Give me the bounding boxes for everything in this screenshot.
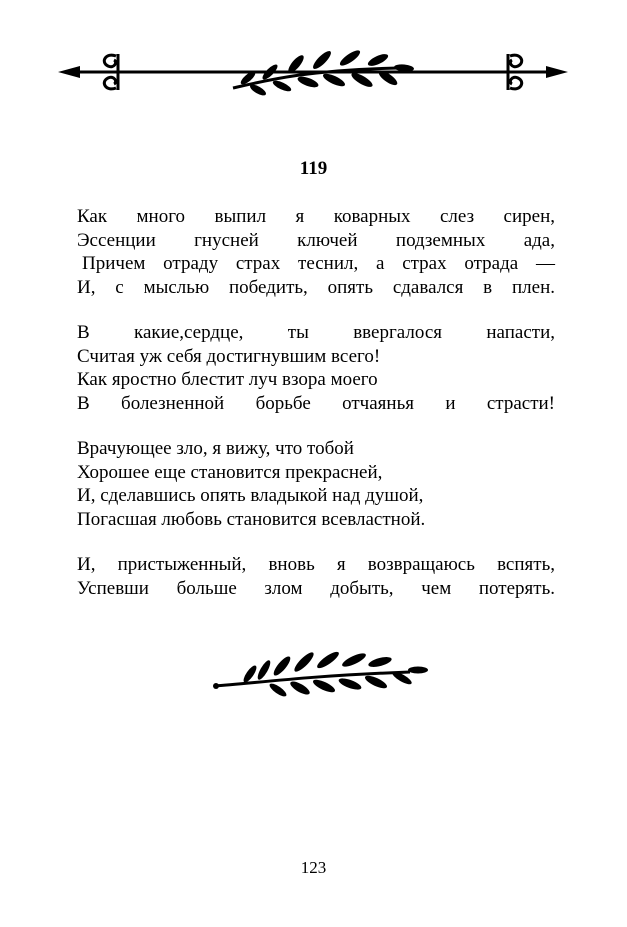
page-number: 123	[300, 858, 327, 877]
poem-line: И, сделавшись опять владыкой над душой,	[77, 485, 424, 506]
laurel-branch-icon	[210, 646, 430, 698]
poem-line: Считая уж себя достигнувшим всего!	[77, 345, 381, 367]
poem-line: Успевши больше злом добыть, чем потерять.	[77, 577, 555, 599]
poem-line: И, пристыженный, вновь я возвращаюсь вспять,	[77, 554, 555, 575]
poem-line: Хорошее еще становится прекрасней,	[77, 461, 383, 483]
poem-line: И, с мыслью победить, опять сдавался в плен.	[77, 276, 555, 298]
poem-line: Причем отраду страх теснил, а страх отрада —	[82, 253, 555, 274]
poem-body	[77, 205, 555, 622]
stanza-3	[77, 437, 555, 531]
stanza-1	[77, 205, 555, 299]
poem-line: В какие,сердце, ты ввергалося напасти,	[77, 322, 555, 343]
laurel-divider-icon	[58, 44, 568, 104]
poem-line: Погасшая любовь становится всевластной.	[77, 508, 426, 530]
poem-line: Врачующее зло, я вижу, что тобой	[77, 438, 354, 459]
stanza-2	[77, 321, 555, 415]
poem-line: Эссенции гнусней ключей подземных ада,	[77, 229, 555, 251]
stanza-4	[77, 553, 555, 600]
sonnet-number: 119	[299, 158, 328, 179]
poem-line: В болезненной борьбе отчаянья и страсти!	[77, 392, 555, 414]
poem-line: Как много выпил я коварных слез сирен,	[77, 206, 555, 227]
poem-line: Как яростно блестит луч взора моего	[77, 369, 378, 390]
